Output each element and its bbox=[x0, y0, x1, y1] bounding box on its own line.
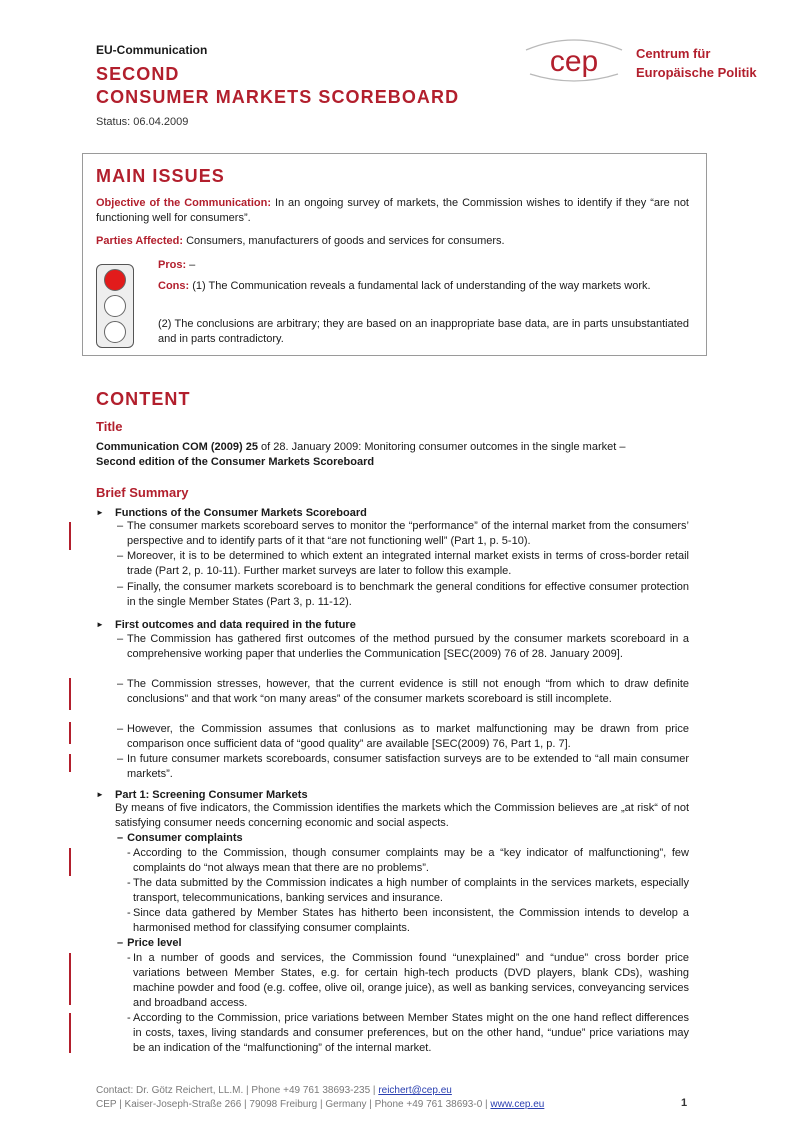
list-item: - According to the Commission, though consumer complaints may be a “key indicator of malfunctioning”, few complaints do “not always mean that there are no problems”. bbox=[127, 847, 689, 874]
logo-abbreviation: cep bbox=[549, 45, 599, 78]
page-number: 1 bbox=[681, 1097, 688, 1109]
logo-line1: Centrum für bbox=[636, 46, 711, 61]
objective-text: In an ongoing survey of markets, the Commission wishes to identify if they “are not functioning well for consumers”. bbox=[96, 197, 689, 224]
consumer-complaints-title: – Consumer complaints bbox=[117, 832, 243, 844]
revision-marker bbox=[69, 848, 71, 876]
content-heading: CONTENT bbox=[96, 389, 191, 409]
cons-paragraph bbox=[158, 279, 689, 294]
footer-contact: Contact: Dr. Götz Reichert, LL.M. | Phone +49 761 38693-235 | reichert@cep.eu bbox=[96, 1085, 452, 1096]
list-item: – The Commission stresses, however, that the current evidence is still not enough “from which to draw definite conclusions” and that work “on many areas” of the consumer markets scoreboard is still incomplete. bbox=[117, 678, 689, 705]
cep-logo-icon bbox=[518, 34, 630, 84]
document-title-line2: CONSUMER MARKETS SCOREBOARD bbox=[96, 87, 460, 107]
traffic-light-bottom bbox=[104, 321, 126, 343]
list-item: - In a number of goods and services, the Commission found “unexplained” and “undue” cross border price variations between Member States, e.g. for certain high-tech products (DVD players, blank CDs), washing machine powder and food (e.g. coffee, olive oil, orange juice), as well as banking services, conveyancing services and broadband access. bbox=[127, 952, 689, 1009]
list-item: - According to the Commission, price variations between Member States might on the one hand reflect differences in costs, taxes, living standards and consumer preferences, but on the other hand, “undue” price variations may be an indication of the “malfunctioning” of the internal market. bbox=[127, 1012, 689, 1054]
document-category: EU-Communication bbox=[96, 43, 208, 57]
website-link[interactable]: www.cep.eu bbox=[490, 1099, 545, 1110]
revision-marker bbox=[69, 754, 71, 772]
cons-label: Cons: bbox=[158, 280, 190, 292]
section-3-intro: By means of five indicators, the Commission identifies the markets which the Commission believes are „at risk“ of not satisfying consumer needs concerning economic and social aspects. bbox=[115, 802, 689, 829]
title-bold-2: Second edition of the Consumer Markets Scoreboard bbox=[96, 456, 375, 468]
logo-line2: Europäische Politik bbox=[636, 65, 757, 80]
section-2-title: ► First outcomes and data required in the future bbox=[96, 619, 356, 631]
list-item: - The data submitted by the Commission indicates a high number of complaints in the services markets, especially transport, telecommunications, banking services and insurance. bbox=[127, 877, 689, 904]
section-1-title: ► Functions of the Consumer Markets Scoreboard bbox=[96, 507, 367, 519]
objective-label: Objective of the Communication: bbox=[96, 197, 271, 209]
list-item: – Finally, the consumer markets scoreboard is to benchmark the general conditions for effective consumer protection in the single Member States (Part 3, p. 11-12). bbox=[117, 581, 689, 608]
title-text: of 28. January 2009: Monitoring consumer outcomes in the single market – bbox=[257, 441, 626, 453]
footer-address: CEP | Kaiser-Joseph-Straße 266 | 79098 Freiburg | Germany | Phone +49 761 38693-0 | www.cep.eu bbox=[96, 1099, 545, 1110]
document-status: Status: 06.04.2009 bbox=[96, 116, 189, 128]
revision-marker bbox=[69, 953, 71, 1005]
document-title-line1: SECOND bbox=[96, 64, 180, 84]
brief-summary-heading: Brief Summary bbox=[96, 485, 189, 500]
objective-paragraph bbox=[96, 196, 689, 226]
parties-affected-paragraph bbox=[96, 234, 689, 249]
logo-organisation-name bbox=[636, 44, 757, 82]
revision-marker bbox=[69, 722, 71, 744]
bullet-arrow-icon: ► bbox=[96, 620, 104, 629]
title-bold: Communication COM (2009) 25 bbox=[96, 441, 258, 453]
price-level-title: – Price level bbox=[117, 937, 182, 949]
list-item: - Since data gathered by Member States has hitherto been inconsistent, the Commission intends to develop a harmonised method for classifying consumer complaints. bbox=[127, 907, 689, 934]
list-item: – The consumer markets scoreboard serves to monitor the “performance” of the internal market from the consumers’ perspective and to identify parts of it that “are not functioning well” (Part 1, p. 5-10). bbox=[117, 520, 689, 547]
traffic-light-icon bbox=[96, 264, 134, 348]
pros-text: – bbox=[186, 259, 196, 271]
contact-email-link[interactable]: reichert@cep.eu bbox=[378, 1085, 452, 1096]
section-3-title: ► Part 1: Screening Consumer Markets bbox=[96, 789, 308, 801]
bullet-arrow-icon: ► bbox=[96, 508, 104, 517]
list-item: – However, the Commission assumes that conlusions as to market malfunctioning may be drawn from price comparison once sufficient data of “good quality” are available [SEC(2009) 76, Part 1, p. 7]. bbox=[117, 723, 689, 750]
title-subheading: Title bbox=[96, 419, 123, 434]
traffic-light-red bbox=[104, 269, 126, 291]
cons-paragraph-2: (2) The conclusions are arbitrary; they are based on an inappropriate base data, are in parts unsubstantiated and in parts contradictory. bbox=[158, 318, 689, 345]
traffic-light-middle bbox=[104, 295, 126, 317]
cons-text: (1) The Communication reveals a fundamental lack of understanding of the way markets work. bbox=[189, 280, 651, 292]
list-item: – The Commission has gathered first outcomes of the method pursued by the consumer markets scoreboard in a comprehensive working paper that underlies the Communication [SEC(2009) 76 of 28. January 2009]. bbox=[117, 633, 689, 660]
revision-marker bbox=[69, 678, 71, 710]
parties-label: Parties Affected: bbox=[96, 235, 184, 247]
pros-label: Pros: bbox=[158, 259, 187, 271]
parties-text: Consumers, manufacturers of goods and services for consumers. bbox=[183, 235, 505, 247]
title-paragraph bbox=[96, 440, 689, 470]
bullet-arrow-icon: ► bbox=[96, 790, 104, 799]
pros-paragraph bbox=[158, 258, 689, 273]
list-item: – In future consumer markets scoreboards, consumer satisfaction surveys are to be extended to “all main consumer markets”. bbox=[117, 753, 689, 780]
revision-marker bbox=[69, 522, 71, 550]
list-item: – Moreover, it is to be determined to which extent an integrated internal market exists in terms of cross-border retail trade (Part 2, p. 10-11). Further market surveys are later to follow this example. bbox=[117, 550, 689, 577]
main-issues-heading: MAIN ISSUES bbox=[96, 166, 225, 186]
revision-marker bbox=[69, 1013, 71, 1053]
